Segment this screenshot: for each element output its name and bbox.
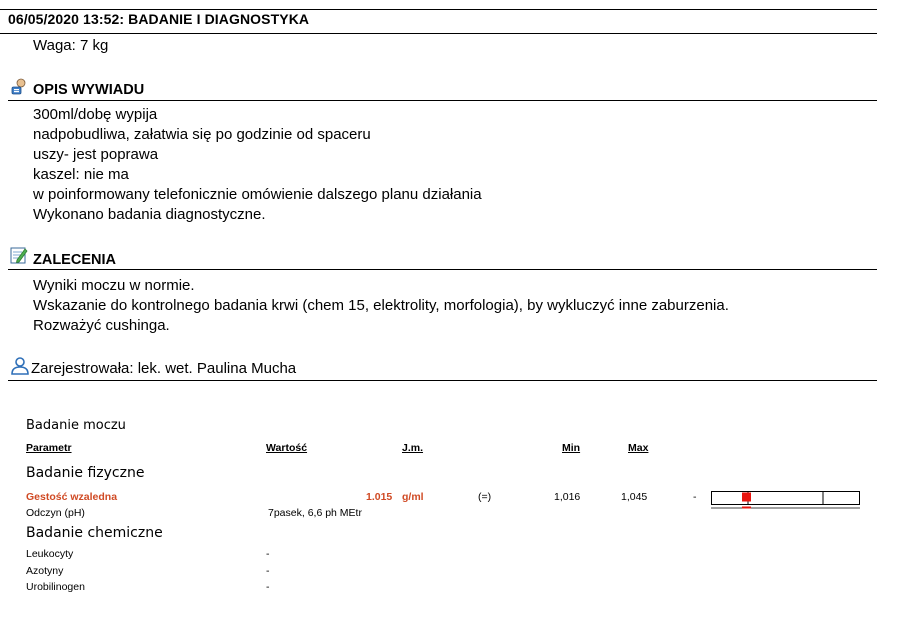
recommendations-title: ZALECENIA — [33, 252, 116, 268]
col-header-parameter: Parametr — [26, 442, 72, 454]
row-max: 1,045 — [621, 491, 648, 503]
row-name: Urobilinogen — [26, 581, 85, 593]
interview-line: uszy- jest poprawa — [33, 146, 159, 163]
top-rule — [0, 9, 877, 10]
interview-line: w poinformowany telefonicznie omówienie dalszego planu działania — [33, 186, 482, 203]
interview-rule — [8, 100, 877, 101]
row-value: - — [266, 565, 270, 577]
row-value: 7pasek, 6,6 ph MEtr — [268, 507, 362, 519]
user-icon — [10, 356, 30, 381]
lab-title: Badanie moczu — [26, 418, 126, 433]
registered-text: Zarejestrowała: lek. wet. Paulina Mucha — [31, 360, 297, 377]
recommendation-line: Rozważyć cushinga. — [33, 317, 170, 334]
interview-line: kaszel: nie ma — [33, 166, 129, 183]
notepad-pencil-icon — [10, 246, 28, 269]
interview-title: OPIS WYWIADU — [33, 82, 145, 98]
row-dash: - — [693, 491, 697, 503]
interview-lines — [33, 105, 482, 225]
row-min: 1,016 — [554, 491, 581, 503]
col-header-min: Min — [562, 442, 581, 454]
interview-line: Wykonano badania diagnostyczne. — [33, 206, 266, 223]
row-flag: (=) — [478, 491, 492, 503]
row-value: - — [266, 581, 270, 593]
col-header-max: Max — [628, 442, 649, 454]
recommendation-line: Wskazanie do kontrolnego badania krwi (chem 15, elektrolity, morfologia), by wykluczyć inne zaburzenia. — [33, 297, 729, 314]
weight-text: Waga: 7 kg — [33, 37, 109, 54]
registered-rule — [8, 380, 877, 381]
recommendations-lines — [33, 276, 729, 336]
interview-icon — [10, 78, 28, 101]
recommendations-rule — [8, 269, 877, 270]
col-header-unit: J.m. — [402, 442, 424, 454]
col-header-value: Wartość — [266, 442, 308, 454]
row-value: 1.015 — [366, 491, 393, 503]
row-name: Gestość wzaledna — [26, 491, 118, 503]
group-chemical: Badanie chemiczne — [26, 525, 163, 541]
gauge-tick — [742, 507, 751, 509]
group-physical: Badanie fizyczne — [26, 465, 145, 481]
visit-header: 06/05/2020 13:52: BADANIE I DIAGNOSTYKA — [8, 11, 310, 27]
interview-line: 300ml/dobę wypija — [33, 106, 158, 123]
header-rule — [0, 33, 877, 34]
range-gauge — [711, 491, 860, 505]
row-unit: g/ml — [402, 491, 424, 503]
recommendation-line: Wyniki moczu w normie. — [33, 277, 195, 294]
row-name: Azotyny — [26, 565, 64, 577]
interview-line: nadpobudliwa, załatwia się po godzinie od spaceru — [33, 126, 371, 143]
row-value: - — [266, 548, 270, 560]
row-name: Odczyn (pH) — [26, 507, 85, 519]
row-name: Leukocyty — [26, 548, 74, 560]
gauge-marker — [742, 493, 751, 502]
